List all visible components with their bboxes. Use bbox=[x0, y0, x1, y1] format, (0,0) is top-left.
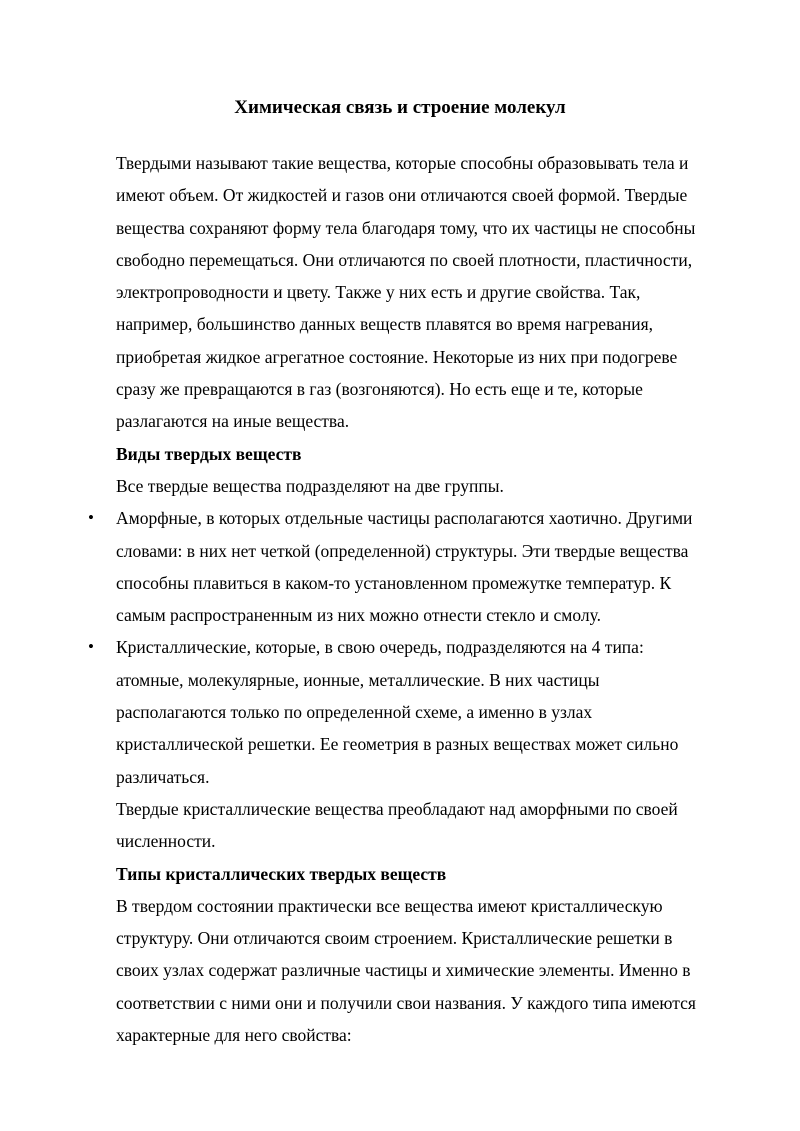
paragraph-line: электропроводности и цвету. Также у них есть и другие свойства. Так, bbox=[116, 282, 641, 303]
bullet-list bbox=[88, 502, 756, 793]
paragraph-line: кристаллической решетки. Ее геометрия в разных веществах может сильно bbox=[116, 734, 679, 755]
section-heading-crystal-types: Типы кристаллических твердых веществ bbox=[116, 863, 447, 884]
paragraph-line: своих узлах содержат различные частицы и химические элементы. Именно в bbox=[116, 960, 691, 981]
paragraph-line: разлагаются на иные вещества. bbox=[116, 411, 350, 432]
document-body bbox=[88, 147, 756, 1051]
paragraph-line bbox=[88, 631, 756, 663]
bullet-text: Аморфные, в которых отдельные частицы располагаются хаотично. Другими bbox=[116, 508, 693, 529]
paragraph-line: например, большинство данных веществ плавятся во время нагревания, bbox=[116, 314, 654, 335]
paragraph-line: характерные для него свойства: bbox=[116, 1025, 352, 1046]
document-title: Химическая связь и строение молекул bbox=[234, 97, 566, 118]
paragraph-line: Твердые кристаллические вещества преобладают над аморфными по своей bbox=[116, 798, 678, 819]
paragraph-line: самым распространенным из них можно отнести стекло и смолу. bbox=[116, 605, 601, 626]
paragraph-line: приобретая жидкое агрегатное состояние. Некоторые из них при подогреве bbox=[116, 346, 678, 367]
paragraph-line: вещества сохраняют форму тела благодаря тому, что их частицы не способны bbox=[116, 217, 696, 238]
section-heading-types: Виды твердых веществ bbox=[116, 443, 302, 464]
paragraph-line: имеют объем. От жидкостей и газов они отличаются своей формой. Твердые bbox=[116, 185, 688, 206]
list-item-amorphous bbox=[88, 502, 756, 631]
bullet-icon: • bbox=[88, 637, 94, 657]
paragraph-line: сразу же превращаются в газ (возгоняются). Но есть еще и те, которые bbox=[116, 379, 643, 400]
paragraph-line: атомные, молекулярные, ионные, металлические. В них частицы bbox=[116, 669, 600, 690]
paragraph-line: словами: в них нет четкой (определенной) структуры. Эти твердые вещества bbox=[116, 540, 689, 561]
bullet-icon: • bbox=[88, 508, 94, 528]
paragraph-line: располагаются только по определенной схеме, а именно в узлах bbox=[116, 702, 593, 723]
paragraph-line bbox=[88, 502, 756, 534]
paragraph-line: структуру. Они отличаются своим строением. Кристаллические решетки в bbox=[116, 928, 673, 949]
paragraph-line: соответствии с ними они и получили свои названия. У каждого типа имеются bbox=[116, 992, 696, 1013]
bullet-text: Кристаллические, которые, в свою очередь, подразделяются на 4 типа: bbox=[116, 637, 644, 658]
intro-paragraph bbox=[116, 147, 756, 438]
paragraph-line: способны плавиться в каком-то установленном промежутке температур. К bbox=[116, 572, 672, 593]
paragraph-line: различаться. bbox=[116, 766, 210, 787]
prevail-paragraph bbox=[116, 793, 756, 858]
paragraph-line: В твердом состоянии практически все вещества имеют кристаллическую bbox=[116, 895, 663, 916]
paragraph-line: свободно перемещаться. Они отличаются по своей плотности, пластичности, bbox=[116, 249, 693, 270]
list-item-crystalline bbox=[88, 631, 756, 792]
paragraph-line: численности. bbox=[116, 831, 216, 852]
crystal-paragraph bbox=[116, 890, 756, 1051]
groups-intro-line: Все твердые вещества подразделяют на две группы. bbox=[116, 475, 504, 496]
paragraph-line: Твердыми называют такие вещества, которые способны образовывать тела и bbox=[116, 153, 689, 173]
